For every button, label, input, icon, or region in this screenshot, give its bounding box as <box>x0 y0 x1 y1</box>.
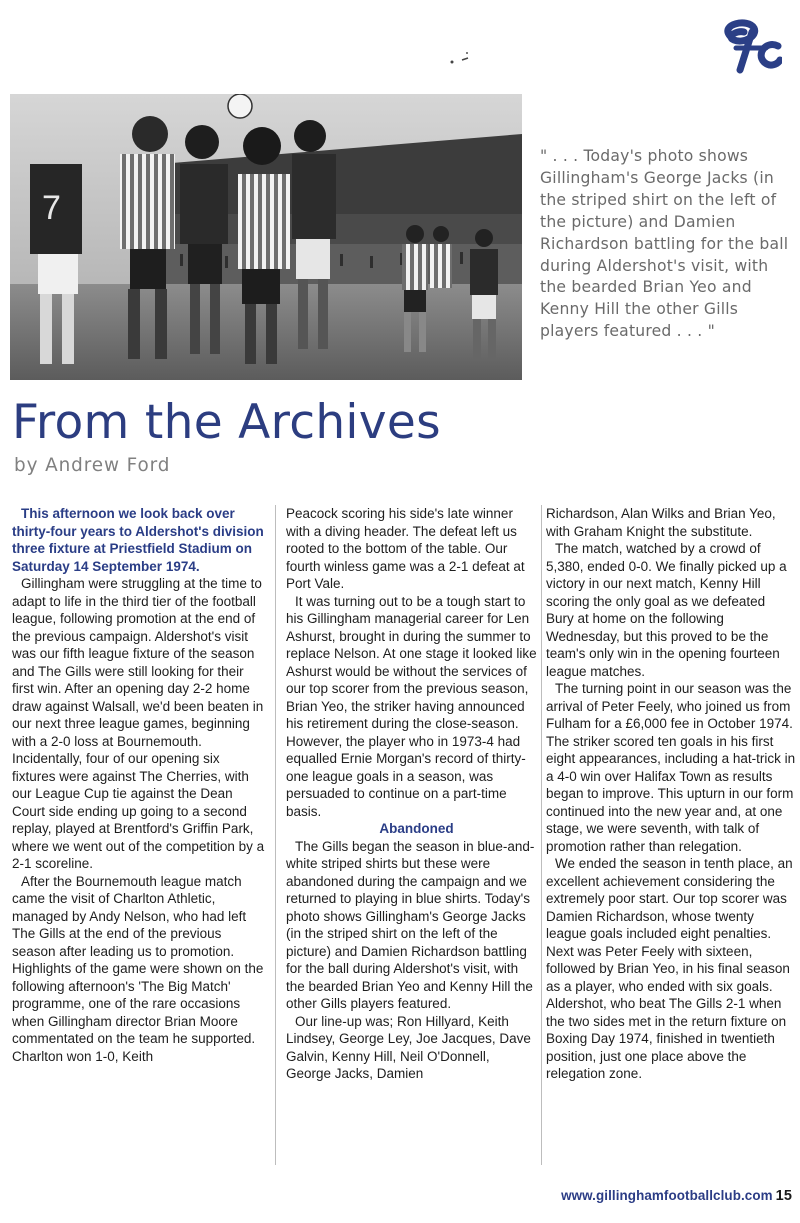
match-photo <box>10 94 522 380</box>
article-paragraph: The Gills began the season in blue-and-white striped shirts but these were abandoned during the campaign and we returned to playing in blue shirts. Today's photo shows Gillingham's George Jacks (in the striped shirt on the left of the picture) and Damien Richardson battling for the ball during Aldershot's visit, with the bearded Brian Yeo and Kenny Hill the other Gills players featured. <box>286 838 535 1011</box>
footer-url[interactable]: www.gillinghamfootballclub.com <box>561 1188 773 1203</box>
article-paragraph: Our line-up was; Ron Hillyard, Keith Lindsey, George Ley, Joe Jacques, Dave Galvin, Kenny Hill, Neil O'Donnell, George Jacks, Damien <box>286 1013 531 1081</box>
article-paragraph: Peacock scoring his side's late winner with a diving header. The defeat left us rooted to the bottom of the table. Our fourth winless game was a 2-1 defeat at Port Vale. <box>286 506 525 591</box>
article-subheading: Abandoned <box>379 821 454 836</box>
club-monogram-logo <box>700 14 782 74</box>
article-column-3 <box>546 505 796 1083</box>
page-number: 15 <box>775 1188 792 1204</box>
article-paragraph: After the Bournemouth league match came the visit of Charlton Athletic, managed by Andy Nelson, who had left The Gills at the end of the previous season after leading us to promotion. Highlights of the game were shown on the following afternoon's 'The Big Match' programme, one of the rare occasions when Gillingham director Brian Moore commentated on the team he supported. Charlton won 1-0, Keith <box>12 873 264 1064</box>
article-paragraph: We ended the season in tenth place, an excellent achievement considering the extremely poor start. Our top scorer was Damien Richardson, whose twenty league goals included eight penalties. Next was Peter Feely with sixteen, followed by Brian Yeo, in his final season as a player, who ended with six goals. Aldershot, who beat The Gills 2-1 when the two sides met in the return fixture on Boxing Day 1974, finished in twentieth position, just one place above the relegation zone. <box>546 856 793 1081</box>
column-divider <box>275 505 276 1165</box>
article-column-2 <box>286 505 538 1083</box>
article-paragraph: Richardson, Alan Wilks and Brian Yeo, with Graham Knight the substitute. <box>546 506 776 539</box>
article-paragraph: The match, watched by a crowd of 5,380, ended 0-0. We finally picked up a victory in our next match, Kenny Hill scoring the only goal as we defeated Bury at home on the following Wednesday, but this proved to be the team's only win in the opening fourteen league matches. <box>546 541 787 679</box>
column-divider <box>541 505 542 1165</box>
article-byline: by Andrew Ford <box>14 455 171 476</box>
page-footer <box>561 1188 792 1204</box>
article-intro: This afternoon we look back over thirty-four years to Aldershot's division three fixture at Priestfield Stadium on Saturday 14 September 1974. <box>12 506 264 574</box>
article-paragraph: Gillingham were struggling at the time to adapt to life in the third tier of the football league, following promotion at the end of the previous campaign. Aldershot's visit was our fifth league fixture of the season and The Gills were still looking for their first win. After an opening day 2-2 home draw against Walsall, we'd been beaten in our next three league games, beginning with a 2-0 loss at Bournemouth. Incidentally, four of our opening six fixtures were against The Cherries, with our League Cup tie against the Dean Court side ending up going to a second replay, played at Brentford's Griffin Park, where we went out of the competition by a 2-1 scoreline. <box>12 576 265 871</box>
photo-caption: " . . . Today's photo shows Gillingham's George Jacks (in the striped shirt on the left of the picture) and Damien Richardson battling for the ball during Aldershot's visit, with the bearded Brian Yeo and Kenny Hill the other Gills players featured . . . " <box>540 147 789 341</box>
svg-text:7: 7 <box>42 189 61 227</box>
print-speck <box>448 48 478 68</box>
article-paragraph: It was turning out to be a tough start to his Gillingham managerial career for Len Ashurst, brought in during the summer to replace Nelson. At one stage it looked like Ashurst would be without the services of our top scorer from the previous season, Brian Yeo, the striker having announced his retirement during the close-season. However, the player who in 1973-4 had equalled Ernie Morgan's record of thirty-one league goals in a season, was persuaded to continue on a part-time basis. <box>286 593 537 819</box>
article-title: From the Archives <box>12 395 441 450</box>
article-column-1 <box>12 505 266 1065</box>
article-paragraph: The turning point in our season was the arrival of Peter Feely, who joined us from Fulham for a £6,000 fee in October 1974. The striker scored ten goals in his first eight appearances, including a hat-trick in a 4-0 win over Halifax Town as results began to improve. This upturn in our form continued into the new year and, at one stage, we were seventh, with talk of promotion rather than relegation. <box>546 681 796 854</box>
